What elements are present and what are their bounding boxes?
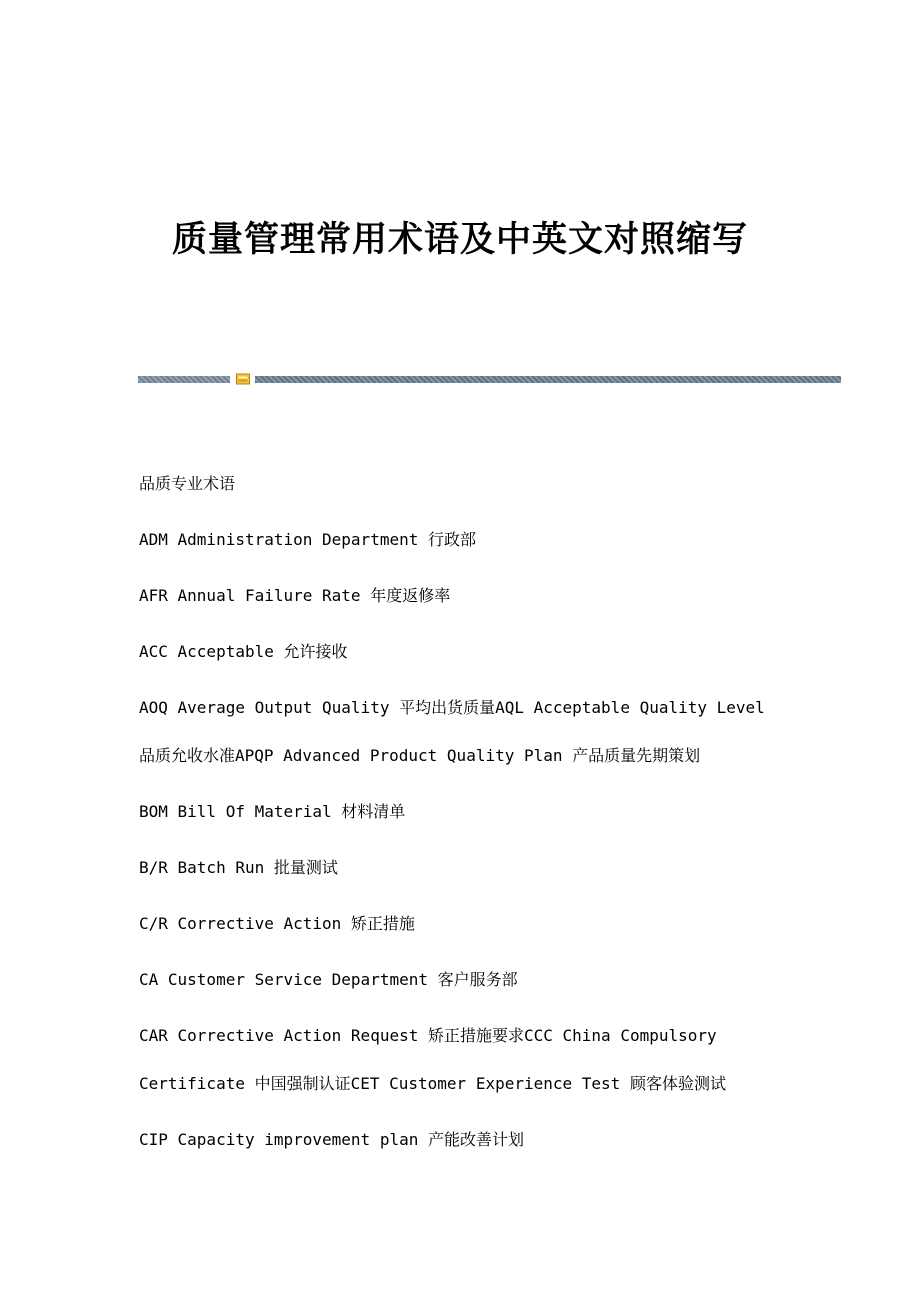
term-line: B/R Batch Run 批量测试 bbox=[139, 858, 338, 877]
divider-bar-left bbox=[138, 376, 230, 383]
ornament-icon bbox=[236, 373, 250, 385]
term-line: C/R Corrective Action 矫正措施 bbox=[139, 914, 415, 933]
term-line: ACC Acceptable 允许接收 bbox=[139, 642, 348, 661]
term-line: CAR Corrective Action Request 矫正措施要求CCC China Compulsory bbox=[139, 1026, 717, 1045]
term-line: CA Customer Service Department 客户服务部 bbox=[139, 970, 518, 989]
title-divider bbox=[138, 373, 841, 385]
term-line: BOM Bill Of Material 材料清单 bbox=[139, 802, 406, 821]
section-heading: 品质专业术语 bbox=[139, 474, 236, 493]
page-title: 质量管理常用术语及中英文对照缩写 bbox=[171, 219, 748, 260]
term-line: AFR Annual Failure Rate 年度返修率 bbox=[139, 586, 451, 605]
term-line: Certificate 中国强制认证CET Customer Experience Test 顾客体验测试 bbox=[139, 1074, 726, 1093]
term-line: CIP Capacity improvement plan 产能改善计划 bbox=[139, 1130, 524, 1149]
term-line: ADM Administration Department 行政部 bbox=[139, 530, 476, 549]
divider-bar-right bbox=[255, 376, 841, 383]
term-line: AOQ Average Output Quality 平均出货质量AQL Acceptable Quality Level bbox=[139, 698, 765, 717]
term-line: 品质允收水准APQP Advanced Product Quality Plan 产品质量先期策划 bbox=[139, 746, 701, 765]
